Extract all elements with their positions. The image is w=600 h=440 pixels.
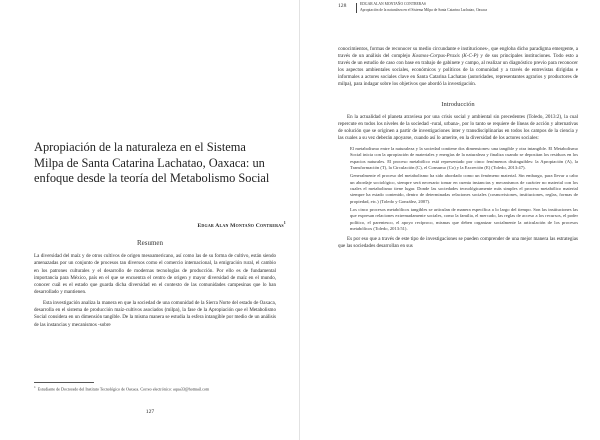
running-header <box>324 0 594 38</box>
block-quote <box>350 146 578 232</box>
chapter-author <box>198 220 287 229</box>
closing-paragraph: Es por eso que a través de este tipo de investigaciones se pueden comprender de una mejor manera las estrategias que las sociedades desarrollan en sus <box>338 236 578 250</box>
page-number-right: 128 <box>338 3 347 9</box>
continuation-text: conocimientos, formas de reconocer su medio circundante e instituciones-, que engloba dicho paradigma emergente, a través de un análisis del complejo <box>338 46 578 59</box>
footnote-text: Estudiante de Doctorado del Instituto Tecnológico de Oaxaca. Correo electrónico: aqua33@hotmail.com <box>37 386 210 392</box>
continuation-paragraph <box>338 46 578 88</box>
footnote-rule <box>34 382 94 383</box>
running-head-text <box>360 2 487 13</box>
quote-paragraph: Generalmente el proceso del metabolismo ha sido abordado como un fenómeno material. Sin embargo, para llevar a cabo un abordaje sociológico, siempre será necesario tomar en cuenta instancias y mecanismos de carácter no material con los cuales el metabolismo tiene lugar. Donde las sociedades tecnológicamente más simples el proceso metabólico material siempre ha estado contenido, dentro de determinadas relaciones sociales (cosmovisiones, instituciones, reglas, formas de propiedad, etc.) (Toledo y González, 2007). <box>350 173 578 204</box>
right-page <box>300 0 600 440</box>
right-page-body <box>338 46 578 252</box>
kcp-term: Kosmos-Corpus-Praxis (K-C-P) <box>412 53 479 59</box>
continuation-text-end: y de sus principales instituciones. Todo esto a través de un estudio de caso con base en trabajo de gabinete y campo, al realizar un diagnóstico previo para reconocer los aspectos ambientales sociales, económicos y políticos de la comunidad y a través de entrevistas dirigidas e informales a actores sociales clave en Santa Catarina Lachatao (autoridades, representantes agrarios y productores de milpa), para indagar sobre los objetivos que abordó la investigación. <box>338 53 578 87</box>
section-heading-introduccion: Introducción <box>441 101 475 108</box>
page-number-left: 127 <box>145 409 155 415</box>
abstract-heading: Resumen <box>136 239 164 247</box>
header-divider <box>356 3 357 13</box>
chapter-title: Apropiación de la naturaleza en el Sistema Milpa de Santa Catarina Lachatao, Oaxaca: un enfoque desde la teoría del Metabolismo Social <box>34 140 270 185</box>
footnote <box>34 385 272 392</box>
author-footnote-marker: 1 <box>283 220 286 225</box>
footnote-marker: 1 <box>34 385 36 389</box>
quote-paragraph: Los cinco procesos metabólicos tangibles se articulan de manera específica a lo largo del tiempo. Son las instituciones las que expresan relaciones extremadamente sociales, como la familia, el mercado, las reglas de acceso a los recursos, el poder político, el parentesco, el apoyo recíproco, mismas que deben organizar socialmente la articulación de los procesos metabólicos (Toledo, 2013:51). <box>350 207 578 232</box>
author-name: Edgar Alan Montaño Contreras <box>197 222 284 229</box>
running-head-author: EDGAR ALAN MONTAÑO CONTRERAS <box>360 2 426 6</box>
intro-paragraph: En la actualidad el planeta atraviesa por una crisis social y ambiental sin precedentes (Toledo, 2013:2), la cual repercute en todos los niveles de la sociedad -rural, urbana-, por lo tanto se requiere de líneas de acción y alternativas de solución que se originen a partir de investigaciones inter y transdisciplinarias en todos los campos de la ciencia y las cuales a su vez deberán apoyarse, cuando así lo amerite, en la diversidad de los actores sociales: <box>338 114 578 141</box>
quote-paragraph: El metabolismo entre la naturaleza y la sociedad contiene dos dimensiones: una tangible y otra intangible. El Metabolismo Social inicia con la apropiación de materiales y energías de la naturaleza y finaliza cuando se depositan los residuos en los espacios naturales. El proceso metabólico está representado por cinco fenómenos distinguibles: la Apropiación (A), la Transformación (T), la Circulación (C), el Consumo (Co) y la Excreción (E) (Toledo, 2013:47). <box>350 146 578 171</box>
abstract-body <box>34 253 276 332</box>
abstract-paragraph: La diversidad del maíz y de otros cultivos de origen mesoamericano, así como las de su forma de cultivo, están siendo amenazadas por un conjunto de procesos tan diversos como el comercio internacional, la emigración rural, el cambio en los patrones culturales y el desarrollo de modernas tecnologías de producción. Por ello es de fundamental importancia para México, país en el que se encuentra el centro de origen y mayor diversidad de maíz en el mundo, conocer cuál es el estado que guarda dicha diversidad en el contexto de las comunidades campesinas que lo han desarrollado y mantienen. <box>34 253 276 296</box>
abstract-paragraph: Esta investigación analiza la manera en que la sociedad de una comunidad de la Sierra Norte del estado de Oaxaca, desarrolla en el sistema de producción maíz-cultivos asociados (milpa), la fase de la Apropiación que el Metabolismo Social considera en un dimensión tangible. De la misma manera se estudia la esfera intangible por medio de un análisis de las instancias y mecanismos -sobre <box>34 299 276 328</box>
running-head-title: Apropiación de la naturaleza en el Sistema Milpa de Santa Catarina Lachatao, Oaxaca <box>360 7 488 12</box>
